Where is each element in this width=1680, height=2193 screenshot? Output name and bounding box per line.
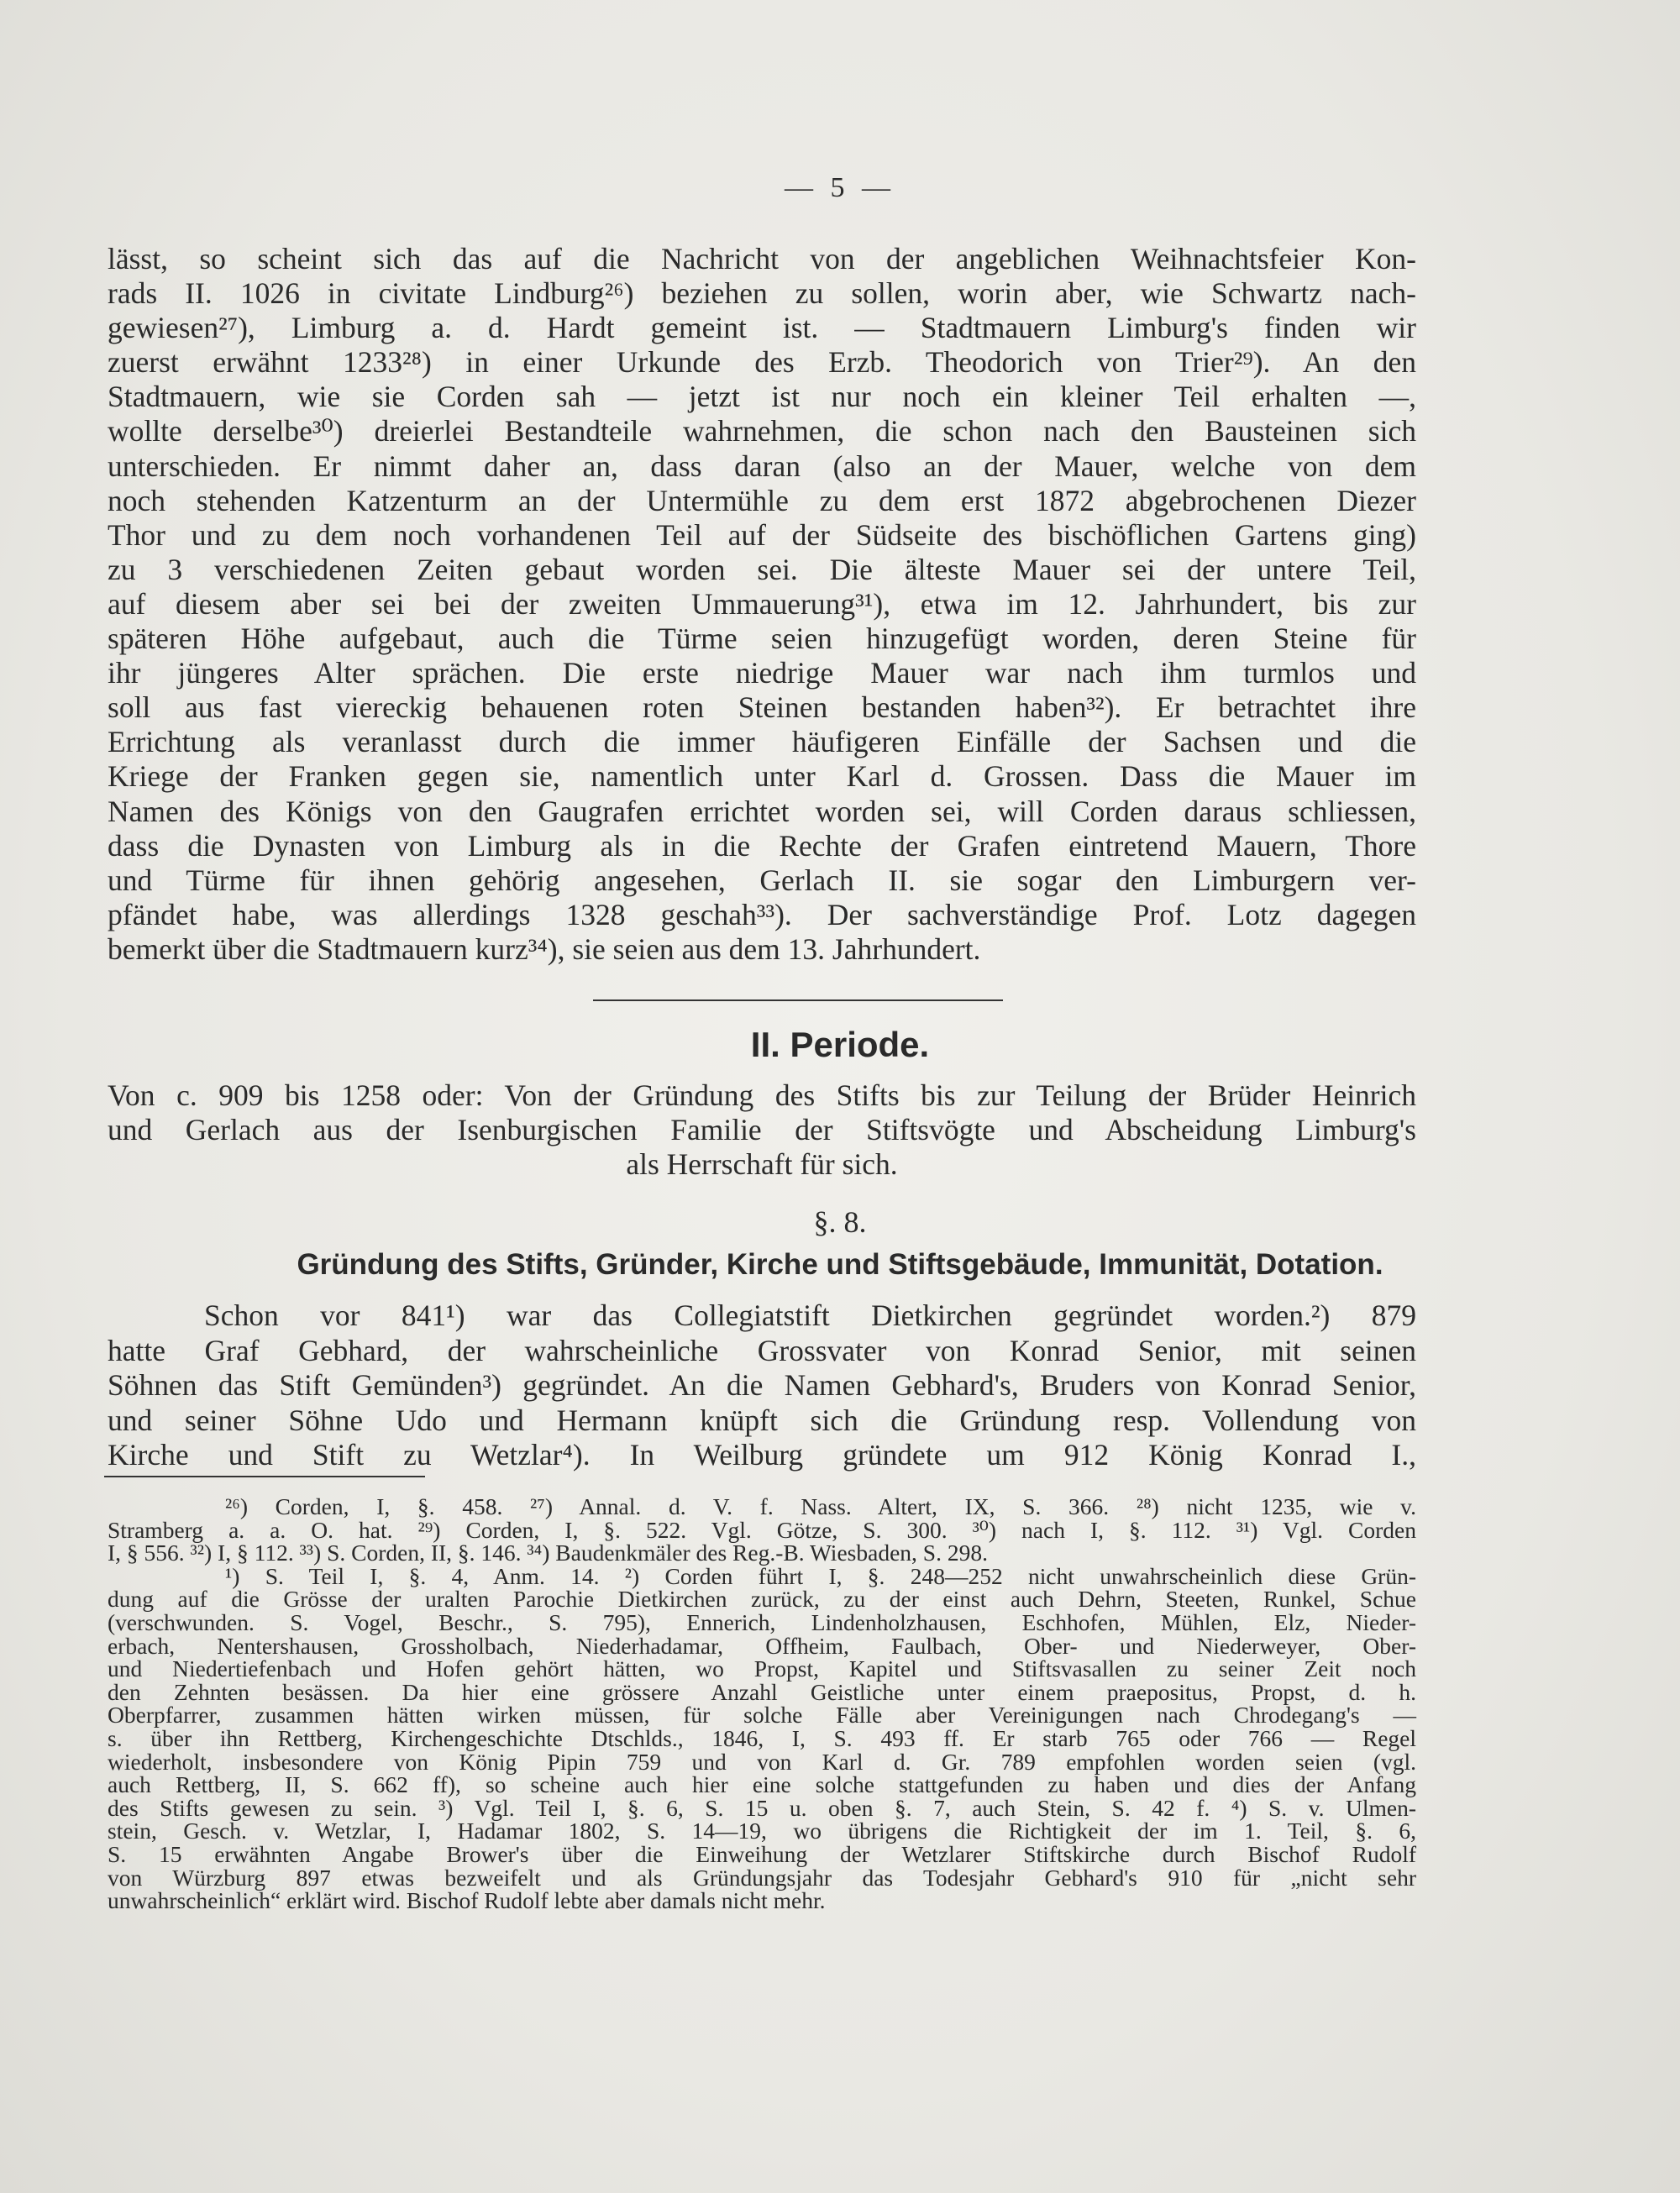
footnote-rule — [104, 1476, 425, 1477]
footnote-line: (verschwunden. S. Vogel, Beschr., S. 795), Ennerich, Lindenholzhausen, Eschhofen, Mühlen, Elz, Nieder- — [108, 1608, 1416, 1635]
text-line: hatte Graf Gebhard, der wahrscheinliche Grossvater von Konrad Senior, mit seinen — [108, 1333, 1416, 1367]
text-line: Kriege der Franken gegen sie, namentlich unter Karl d. Grossen. Dass die Mauer im — [108, 759, 1416, 794]
footnote-line: stein, Gesch. v. Wetzlar, I, Hadamar 1802, S. 14—19, wo übrigens die Richtigkeit der im 1. Teil, §. 6, — [108, 1818, 1416, 1844]
footnote-line: ²⁶) Corden, I, §. 458. ²⁷) Annal. d. V. f. Nass. Altert, IX, S. 366. ²⁸) nicht 1235, wie v. — [225, 1493, 1416, 1519]
footnote-line: auch Rettberg, II, S. 662 ff), so scheine auch hier eine solche stattgefunden zu haben und dies der Anfang — [108, 1771, 1416, 1798]
section-heading: Gründung des Stifts, Gründer, Kirche und Stiftsgebäude, Immunität, Dotation. — [297, 1248, 1383, 1281]
text-line: ihr jüngeres Alter sprächen. Die erste niedrige Mauer war nach ihm turmlos und — [108, 656, 1416, 690]
section-divider-rule — [593, 999, 1003, 1001]
footnote-line: von Würzburg 897 etwas bezweifelt und als Gründungsjahr das Todesjahr Gebhard's 910 für „nicht sehr — [108, 1864, 1416, 1891]
period-subtitle-line: Von c. 909 bis 1258 oder: Von der Gründung des Stifts bis zur Teilung der Brüder Heinrich — [108, 1078, 1416, 1112]
text-line: unterschieden. Er nimmt daher an, dass daran (also an der Mauer, welche von dem — [108, 449, 1416, 483]
text-line: zu 3 verschiedenen Zeiten gebaut worden sei. Die älteste Mauer sei der untere Teil, — [108, 552, 1416, 586]
text-line: Errichtung als veranlasst durch die immer häufigeren Einfälle der Sachsen und die — [108, 725, 1416, 759]
text-line: auf diesem aber sei bei der zweiten Ummauerung³¹), etwa im 12. Jahrhundert, bis zur — [108, 586, 1416, 621]
section-text — [108, 1298, 1416, 1473]
text-line: dass die Dynasten von Limburg als in die Rechte der Grafen eintretend Mauern, Thore — [108, 828, 1416, 863]
footnote-line: den Zehnten besässen. Da hier eine grössere Anzahl Geistliche unter einem praepositus, Propst, d. h. — [108, 1678, 1416, 1705]
body-text — [108, 242, 1416, 967]
footnote-line: und Niedertiefenbach und Hofen gehört hätten, wo Propst, Kapitel und Stiftsvasallen zu seiner Zeit noch — [108, 1655, 1416, 1682]
footnote-line: des Stifts gewesen zu sein. ³) Vgl. Teil I, §. 6, S. 15 u. oben §. 7, auch Stein, S. 42 f. ⁴) S. v. Ulmen- — [108, 1794, 1416, 1821]
paragraph-number: §. 8. — [813, 1205, 867, 1239]
text-line: pfändet habe, was allerdings 1328 geschah³³). Der sachverständige Prof. Lotz dagegen — [108, 897, 1416, 931]
text-line: Stadtmauern, wie sie Corden sah — jetzt ist nur noch ein kleiner Teil erhalten —, — [108, 380, 1416, 414]
footnote-line: dung auf die Grösse der uralten Parochie Dietkirchen zurück, zu der einst auch Dehrn, Steeten, Runkel, Schue — [108, 1586, 1416, 1613]
footnote-line: unwahrscheinlich“ erklärt wird. Bischof Rudolf lebte aber damals nicht mehr. — [108, 1887, 826, 1914]
text-line: zuerst erwähnt 1233²⁸) in einer Urkunde des Erzb. Theodorich von Trier²⁹). An den — [108, 345, 1416, 380]
period-subtitle — [108, 1078, 1416, 1182]
period-subtitle-line: als Herrschaft für sich. — [626, 1147, 898, 1181]
footnotes — [108, 1495, 1416, 1912]
text-line: wollte derselbe³⁰) dreierlei Bestandteile wahrnehmen, die schon nach den Bausteinen sich — [108, 414, 1416, 449]
text-line: soll aus fast viereckig behauenen roten Steinen bestanden haben³²). Er betrachtet ihre — [108, 690, 1416, 725]
text-line: noch stehenden Katzenturm an der Untermühle zu dem erst 1872 abgebrochenen Diezer — [108, 483, 1416, 517]
footnote-line: S. 15 erwähnten Angabe Brower's über die Einweihung der Wetzlarer Stiftskirche durch Bischof Rudolf — [108, 1840, 1416, 1867]
text-line: Schon vor 841¹) war das Collegiatstift Dietkirchen gegründet worden.²) 879 — [204, 1298, 1416, 1332]
footnote-line: erbach, Nentershausen, Grossholbach, Niederhadamar, Offheim, Faulbach, Ober- und Niederweyer, Ober- — [108, 1632, 1416, 1659]
text-line: gewiesen²⁷), Limburg a. d. Hardt gemeint ist. — Stadtmauern Limburg's finden wir — [108, 311, 1416, 345]
footnote-line: s. über ihn Rettberg, Kirchengeschichte Dtschlds., 1846, I, S. 493 ff. Er starb 765 oder 766 — Regel — [108, 1724, 1416, 1751]
page-number: — 5 — — [785, 172, 895, 203]
footnote-line: wiederholt, insbesondere von König Pipin 759 und von Karl d. Gr. 789 empfohlen worden seien (vgl. — [108, 1748, 1416, 1775]
text-line: späteren Höhe aufgebaut, auch die Türme seien hinzugefügt worden, deren Steine für — [108, 622, 1416, 656]
footnote-line: ¹) S. Teil I, §. 4, Anm. 14. ²) Corden führt I, §. 248—252 nicht unwahrscheinlich diese Grün- — [225, 1562, 1416, 1589]
text-line: lässt, so scheint sich das auf die Nachricht von der angeblichen Weihnachtsfeier Kon- — [108, 242, 1416, 275]
text-line: Thor und zu dem noch vorhandenen Teil auf der Südseite des bischöflichen Gartens ging) — [108, 517, 1416, 552]
text-line: und seiner Söhne Udo und Hermann knüpft sich die Gründung resp. Vollendung von — [108, 1403, 1416, 1437]
text-line: bemerkt über die Stadtmauern kurz³⁴), sie seien aus dem 13. Jahrhundert. — [108, 931, 981, 966]
text-line: Söhnen das Stift Gemünden³) gegründet. An die Namen Gebhard's, Bruders von Konrad Senior, — [108, 1368, 1416, 1402]
period-heading: II. Periode. — [750, 1025, 930, 1064]
footnote-line: Stramberg a. a. O. hat. ²⁹) Corden, I, §. 522. Vgl. Götze, S. 300. ³⁰) nach I, §. 112. ³¹) Vgl. Corden — [108, 1516, 1416, 1543]
text-line: Namen des Königs von den Gaugrafen errichtet worden sei, will Corden daraus schliessen, — [108, 794, 1416, 828]
text-line: und Türme für ihnen gehörig angesehen, Gerlach II. sie sogar den Limburgern ver- — [108, 863, 1416, 897]
period-subtitle-line: und Gerlach aus der Isenburgischen Familie der Stiftsvögte und Abscheidung Limburg's — [108, 1113, 1416, 1146]
footnote-line: I, § 556. ³²) I, § 112. ³³) S. Corden, II, §. 146. ³⁴) Baudenkmäler des Reg.-B. Wiesbaden, S. 298. — [108, 1540, 988, 1566]
text-line: rads II. 1026 in civitate Lindburg²⁶) beziehen zu sollen, worin aber, wie Schwartz nach- — [108, 276, 1416, 311]
text-line: Kirche und Stift zu Wetzlar⁴). In Weilburg gründete um 912 König Konrad I., — [108, 1438, 1416, 1472]
footnote-line: Oberpfarrer, zusammen hätten wirken müssen, für solche Fälle aber Vereinigungen nach Chrodegang's — — [108, 1702, 1416, 1729]
